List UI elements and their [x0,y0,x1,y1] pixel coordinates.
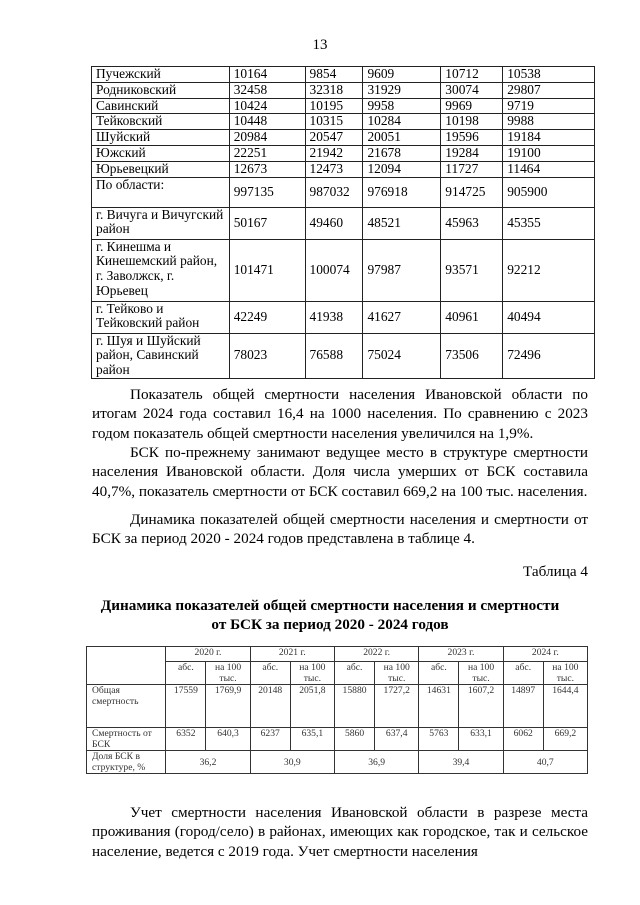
population-value: 42249 [229,301,305,333]
population-value: 31929 [363,82,441,98]
population-value: 10195 [305,98,363,114]
district-name: Тейковский [92,114,230,130]
population-value: 30074 [441,82,503,98]
paragraph-overall-mortality [92,385,588,443]
table-cell-value: 1644,4 [543,685,587,728]
population-value: 12673 [229,161,305,177]
population-value: 9719 [503,98,595,114]
table-cell-value: 14897 [503,685,543,728]
population-value: 19284 [441,145,503,161]
year-header: 2021 г. [250,647,334,662]
population-value: 78023 [229,333,305,378]
table-row [92,161,595,177]
table-cell-value: 5763 [419,728,459,751]
table-cell-value: 39,4 [419,751,503,774]
population-value: 21942 [305,145,363,161]
population-value: 10448 [229,114,305,130]
population-value: 92212 [503,239,595,301]
corner-cell [87,647,166,685]
population-value: 11727 [441,161,503,177]
population-value: 73506 [441,333,503,378]
table-row [92,207,595,239]
paragraph-text: Учет смертности населения Ивановской области в разрезе места проживания (город/село) в районах, имеющих как городское, так и сельское население, ведется с 2019 года. Учет смертности населения [92,804,588,860]
unit-abs-header: абс. [334,662,374,685]
table-cell-value: 635,1 [290,728,334,751]
population-value: 22251 [229,145,305,161]
year-header: 2022 г. [334,647,418,662]
table-cell-value: 1607,2 [459,685,503,728]
district-name: Шуйский [92,130,230,146]
population-value: 40961 [441,301,503,333]
population-value: 40494 [503,301,595,333]
population-value: 10315 [305,114,363,130]
population-value: 97987 [363,239,441,301]
district-name: Савинский [92,98,230,114]
row-label: Доля БСК в структуре, % [87,751,166,774]
table-cell-value: 6352 [166,728,206,751]
population-value: 76588 [305,333,363,378]
population-value: 72496 [503,333,595,378]
table-row [92,239,595,301]
table-row [92,82,595,98]
table-row [87,685,588,728]
population-value: 101471 [229,239,305,301]
table-title-line: от БСК за период 2020 - 2024 годов [211,616,449,633]
table-row [92,177,595,207]
row-label: Смертность от БСК [87,728,166,751]
table-cell-value: 30,9 [250,751,334,774]
table-cell-value: 36,2 [166,751,250,774]
population-value: 12473 [305,161,363,177]
table-cell-value: 1769,9 [206,685,250,728]
population-value: 20984 [229,130,305,146]
paragraph-text: Динамика показателей общей смертности населения и смертности от БСК за период 2020 - 2024 годов представлена в таблице 4. [92,511,588,548]
table-cell-value: 633,1 [459,728,503,751]
population-value: 20547 [305,130,363,146]
table-cell-value: 637,4 [375,728,419,751]
table-cell-value: 20148 [250,685,290,728]
population-value: 19596 [441,130,503,146]
population-value: 32458 [229,82,305,98]
population-value: 41627 [363,301,441,333]
year-header: 2024 г. [503,647,587,662]
population-value: 93571 [441,239,503,301]
population-value: 9988 [503,114,595,130]
table-title [60,596,600,634]
district-name: Пучежский [92,67,230,83]
district-name: Юрьевецкий [92,161,230,177]
district-population-table [91,66,595,379]
population-value: 9958 [363,98,441,114]
population-value: 29807 [503,82,595,98]
paragraph-bsk-share [92,443,588,501]
unit-abs-header: абс. [503,662,543,685]
table-cell-value: 15880 [334,685,374,728]
table-row [92,67,595,83]
table-row [92,145,595,161]
population-value: 10164 [229,67,305,83]
table-cell-value: 6237 [250,728,290,751]
population-value: 75024 [363,333,441,378]
population-value: 19100 [503,145,595,161]
population-value: 32318 [305,82,363,98]
population-value: 48521 [363,207,441,239]
district-name: По области: [92,177,230,207]
population-value: 987032 [305,177,363,207]
population-value: 914725 [441,177,503,207]
population-value: 10198 [441,114,503,130]
page-number: 13 [312,37,328,53]
table-cell-value: 6062 [503,728,543,751]
table-cell-value: 1727,2 [375,685,419,728]
unit-per100k-header: на 100 тыс. [290,662,334,685]
table-cell-value: 14631 [419,685,459,728]
population-value: 9969 [441,98,503,114]
row-label: Общая смертность [87,685,166,728]
population-value: 976918 [363,177,441,207]
population-value: 41938 [305,301,363,333]
population-value: 20051 [363,130,441,146]
population-value: 50167 [229,207,305,239]
paragraph-text: БСК по-прежнему занимают ведущее место в структуре смертности населения Ивановской области. Доля числа умерших от БСК составила 40,7%, показатель смертности от БСК составил 669,2 на 100 тыс. населения. [92,444,588,500]
table-row [92,301,595,333]
district-name: г. Шуя и Шуйский район, Савинский район [92,333,230,378]
unit-per100k-header: на 100 тыс. [206,662,250,685]
district-name: Родниковский [92,82,230,98]
year-header: 2023 г. [419,647,503,662]
table-row [87,751,588,774]
population-value: 45355 [503,207,595,239]
mortality-dynamics-table [86,646,588,774]
unit-abs-header: абс. [419,662,459,685]
district-name: г. Тейково и Тейковский район [92,301,230,333]
unit-per100k-header: на 100 тыс. [375,662,419,685]
population-value: 905900 [503,177,595,207]
population-value: 12094 [363,161,441,177]
table-number-label: Таблица 4 [523,563,588,580]
unit-per100k-header: на 100 тыс. [543,662,587,685]
population-value: 10424 [229,98,305,114]
population-value: 997135 [229,177,305,207]
table-row [92,114,595,130]
header-row-years [87,647,588,662]
table-cell-value: 669,2 [543,728,587,751]
population-value: 9609 [363,67,441,83]
district-name: Южский [92,145,230,161]
population-value: 10538 [503,67,595,83]
table-cell-value: 40,7 [503,751,587,774]
population-value: 9854 [305,67,363,83]
table-row [92,130,595,146]
population-value: 19184 [503,130,595,146]
table-row [92,98,595,114]
paragraph-table-reference [92,510,588,549]
district-name: г. Вичуга и Вичугский район [92,207,230,239]
population-value: 10712 [441,67,503,83]
population-value: 21678 [363,145,441,161]
district-name: г. Кинешма и Кинешемский район, г. Заволжск, г. Юрьевец [92,239,230,301]
population-value: 100074 [305,239,363,301]
table-cell-value: 2051,8 [290,685,334,728]
population-value: 10284 [363,114,441,130]
table-cell-value: 640,3 [206,728,250,751]
table-row [92,333,595,378]
table-cell-value: 17559 [166,685,206,728]
unit-abs-header: абс. [166,662,206,685]
population-value: 49460 [305,207,363,239]
population-value: 45963 [441,207,503,239]
paragraph-text: Показатель общей смертности населения Ивановской области по итогам 2024 года составил 16,4 на 1000 населения. По сравнению с 2023 годом показатель общей смертности населения увеличился на 1,9%. [92,386,588,442]
table-row [87,728,588,751]
year-header: 2020 г. [166,647,250,662]
unit-abs-header: абс. [250,662,290,685]
population-value: 11464 [503,161,595,177]
table-cell-value: 36,9 [334,751,418,774]
unit-per100k-header: на 100 тыс. [459,662,503,685]
paragraph-urban-rural [92,803,588,861]
table-title-line: Динамика показателей общей смертности населения и смертности [100,597,560,614]
table-cell-value: 5860 [334,728,374,751]
